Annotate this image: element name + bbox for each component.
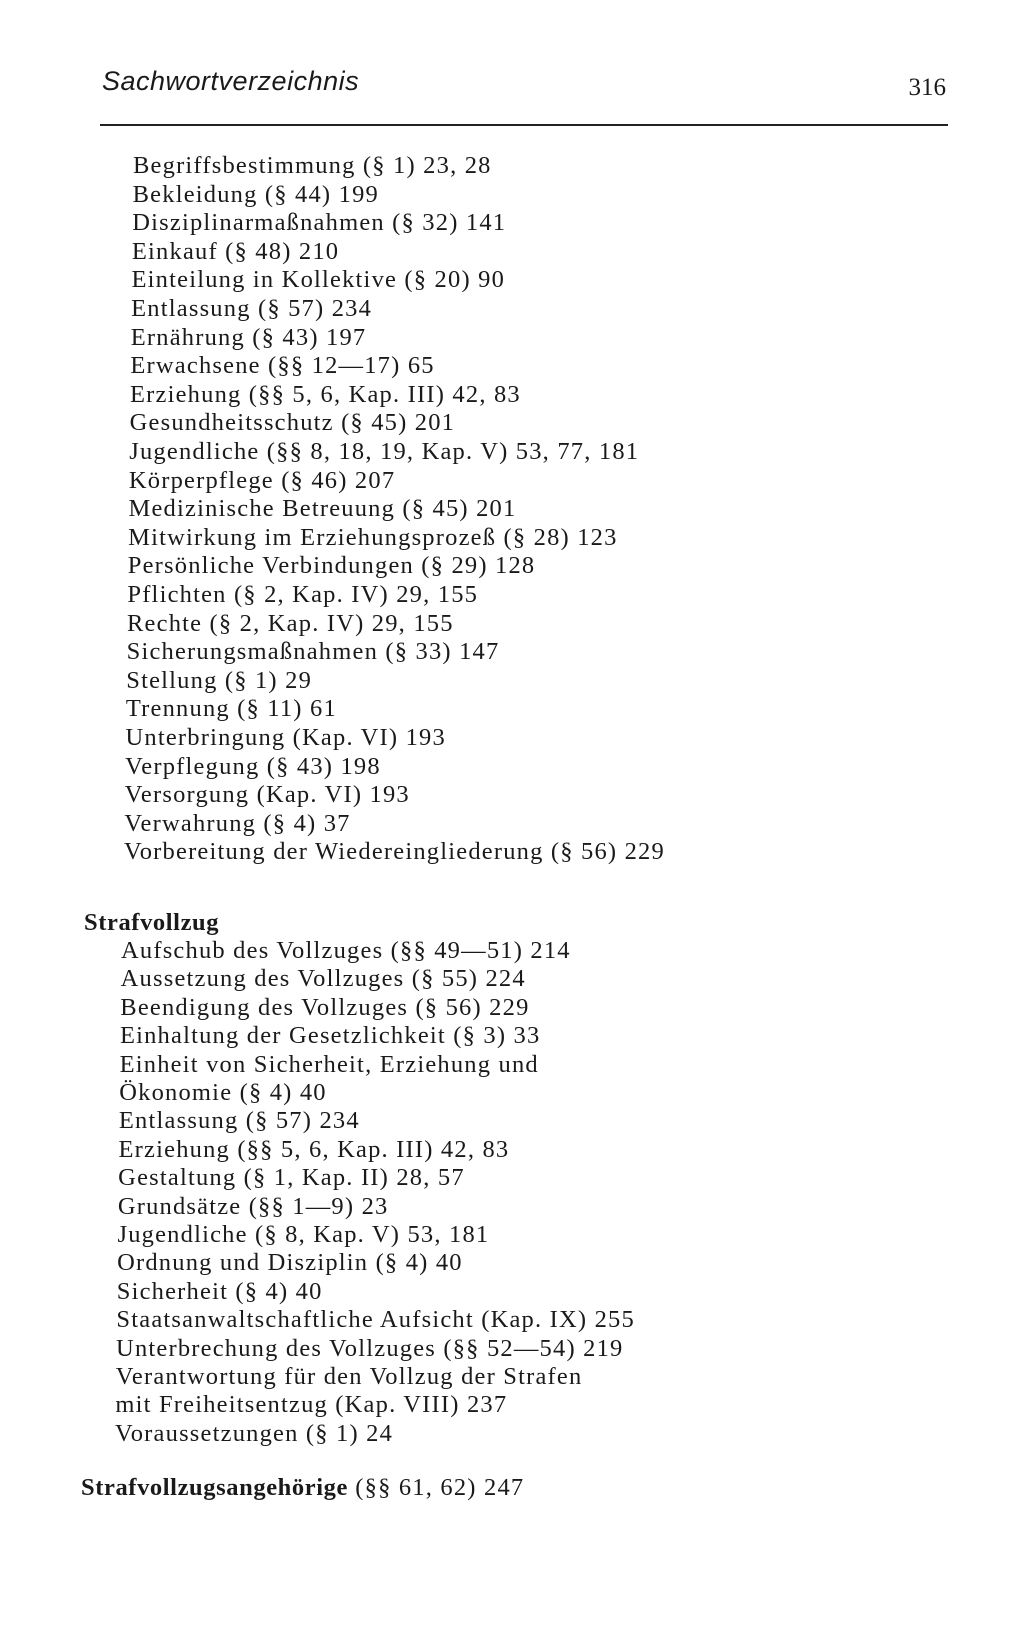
index-subentry: Verwahrung (§ 4) 37 <box>124 809 351 837</box>
index-subentry: Stellung (§ 1) 29 <box>126 666 313 694</box>
index-subentry: Entlassung (§ 57) 234 <box>131 295 373 322</box>
index-subentry: Einheit von Sicherheit, Erziehung und <box>119 1050 539 1078</box>
index-subentry: mit Freiheitsentzug (Kap. VIII) 237 <box>115 1391 508 1419</box>
index-subentry: Ökonomie (§ 4) 40 <box>119 1079 327 1106</box>
index-subentry: Jugendliche (§§ 8, 18, 19, Kap. V) 53, 77, 181 <box>129 438 640 465</box>
index-subentry: Unterbrechung des Vollzuges (§§ 52—54) 219 <box>116 1334 624 1362</box>
index-subentry: Unterbringung (Kap. VI) 193 <box>125 724 446 751</box>
index-subentry: Verantwortung für den Vollzug der Strafen <box>115 1363 583 1390</box>
header-divider <box>100 124 948 126</box>
index-subentry: Sicherungsmaßnahmen (§ 33) 147 <box>126 638 500 666</box>
index-subentry: Versorgung (Kap. VI) 193 <box>124 781 410 809</box>
index-subentry: Entlassung (§ 57) 234 <box>118 1107 360 1135</box>
index-subentry: Begriffsbestimmung (§ 1) 23, 28 <box>133 152 492 179</box>
index-subentry: Aufschub des Vollzuges (§§ 49—51) 214 <box>121 937 571 964</box>
index-subentry: Mitwirkung im Erziehungsprozeß (§ 28) 123 <box>128 523 618 551</box>
index-subentry: Verpflegung (§ 43) 198 <box>125 752 381 780</box>
index-subentry: Grundsätze (§§ 1—9) 23 <box>117 1192 389 1220</box>
heading-reference: (§§ 61, 62) 247 <box>347 1474 525 1501</box>
index-subentry: Einteilung in Kollektive (§ 20) 90 <box>131 266 506 294</box>
index-subentry: Jugendliche (§ 8, Kap. V) 53, 181 <box>117 1221 490 1248</box>
index-subentry: Ordnung und Disziplin (§ 4) 40 <box>117 1249 463 1277</box>
index-subentry: Aussetzung des Vollzuges (§ 55) 224 <box>120 965 526 993</box>
index-subentry: Staatsanwaltschaftliche Aufsicht (Kap. IX) 255 <box>116 1306 635 1334</box>
running-header-title: Sachwortverzeichnis <box>102 66 360 96</box>
section-heading-strafvollzug: Strafvollzug <box>84 909 220 936</box>
index-subentry: Persönliche Verbindungen (§ 29) 128 <box>127 552 536 580</box>
index-subentry: Erziehung (§§ 5, 6, Kap. III) 42, 83 <box>130 380 521 408</box>
index-subentry: Sicherheit (§ 4) 40 <box>116 1277 323 1305</box>
index-subentry: Körperpflege (§ 46) 207 <box>128 466 396 494</box>
index-subentry: Gestaltung (§ 1, Kap. II) 28, 57 <box>118 1164 465 1192</box>
index-subentry: Pflichten (§ 2, Kap. IV) 29, 155 <box>127 581 479 608</box>
index-subentry: Rechte (§ 2, Kap. IV) 29, 155 <box>127 609 454 637</box>
index-subentry: Erwachsene (§§ 12—17) 65 <box>130 352 435 380</box>
section-heading-strafvollzugsangehoerige <box>81 1474 524 1502</box>
index-subentry: Voraussetzungen (§ 1) 24 <box>115 1419 394 1447</box>
index-subentry: Erziehung (§§ 5, 6, Kap. III) 42, 83 <box>118 1135 510 1163</box>
index-subentry: Disziplinarmaßnahmen (§ 32) 141 <box>132 209 507 237</box>
index-subentry: Beendigung des Vollzuges (§ 56) 229 <box>120 993 530 1021</box>
index-subentry: Einhaltung der Gesetzlichkeit (§ 3) 33 <box>119 1022 541 1050</box>
index-subentry: Vorbereitung der Wiedereingliederung (§ 56) 229 <box>124 838 665 866</box>
heading-term: Strafvollzugsangehörige <box>81 1474 348 1501</box>
index-subentry: Bekleidung (§ 44) 199 <box>132 180 379 208</box>
page-number: 316 <box>908 74 946 101</box>
index-subentry: Ernährung (§ 43) 197 <box>130 323 367 351</box>
index-subentry: Trennung (§ 11) 61 <box>125 695 337 723</box>
index-subentry: Gesundheitsschutz (§ 45) 201 <box>129 409 456 437</box>
index-subentry: Einkauf (§ 48) 210 <box>131 237 340 265</box>
index-subentry: Medizinische Betreuung (§ 45) 201 <box>128 495 517 523</box>
